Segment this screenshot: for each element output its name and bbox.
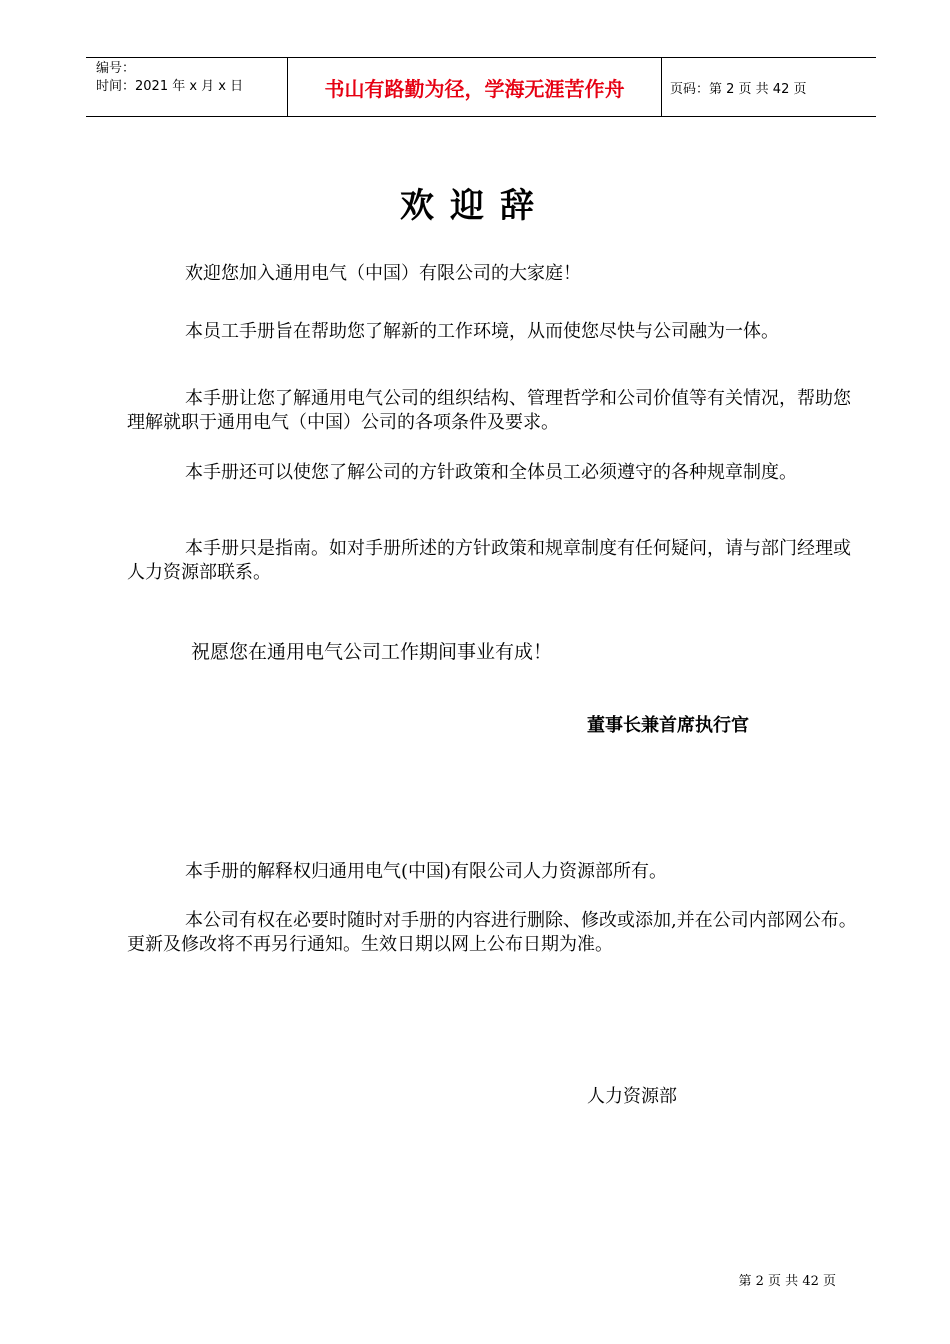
header-page-number: 页码：第 2 页 共 42 页 xyxy=(670,81,807,97)
document-number: 编号： xyxy=(96,61,136,76)
page-title: 欢迎辞 xyxy=(400,186,550,226)
paragraph-guide: 本手册只是指南。如对手册所述的方针政策和规章制度有任何疑问，请与部门经理或人力资源部联系。 xyxy=(127,538,851,583)
paragraph-purpose: 本员工手册旨在帮助您了解新的工作环境，从而使您尽快与公司融为一体。 xyxy=(185,321,779,342)
signer-title: 董事长兼首席执行官 xyxy=(587,715,749,736)
blessing-text: 祝愿您在通用电气公司工作期间事业有成！ xyxy=(191,641,553,663)
paragraph-rules: 本手册还可以使您了解公司的方针政策和全体员工必须遵守的各种规章制度。 xyxy=(185,462,797,483)
paragraph-content: 本手册让您了解通用电气公司的组织结构、管理哲学和公司价值等有关情况，帮助您理解就职于通用电气（中国）公司的各项条件及要求。 xyxy=(127,388,851,433)
paragraph-welcome: 欢迎您加入通用电气（中国）有限公司的大家庭！ xyxy=(185,263,581,284)
department-signature: 人力资源部 xyxy=(587,1086,677,1107)
note-modification: 本公司有权在必要时随时对手册的内容进行删除、修改或添加,并在公司内部网公布。更新及修改将不再另行通知。生效日期以网上公布日期为准。 xyxy=(127,910,857,955)
note-interpretation: 本手册的解释权归通用电气(中国)有限公司人力资源部所有。 xyxy=(185,861,668,882)
header-meta xyxy=(86,58,287,116)
document-date: 时间：2021 年 x 月 x 日 xyxy=(96,79,244,94)
page-footer: 第 2 页 共 42 页 xyxy=(738,1274,836,1289)
header-motto: 书山有路勤为径，学海无涯苦作舟 xyxy=(287,58,662,116)
page-header xyxy=(86,57,876,117)
